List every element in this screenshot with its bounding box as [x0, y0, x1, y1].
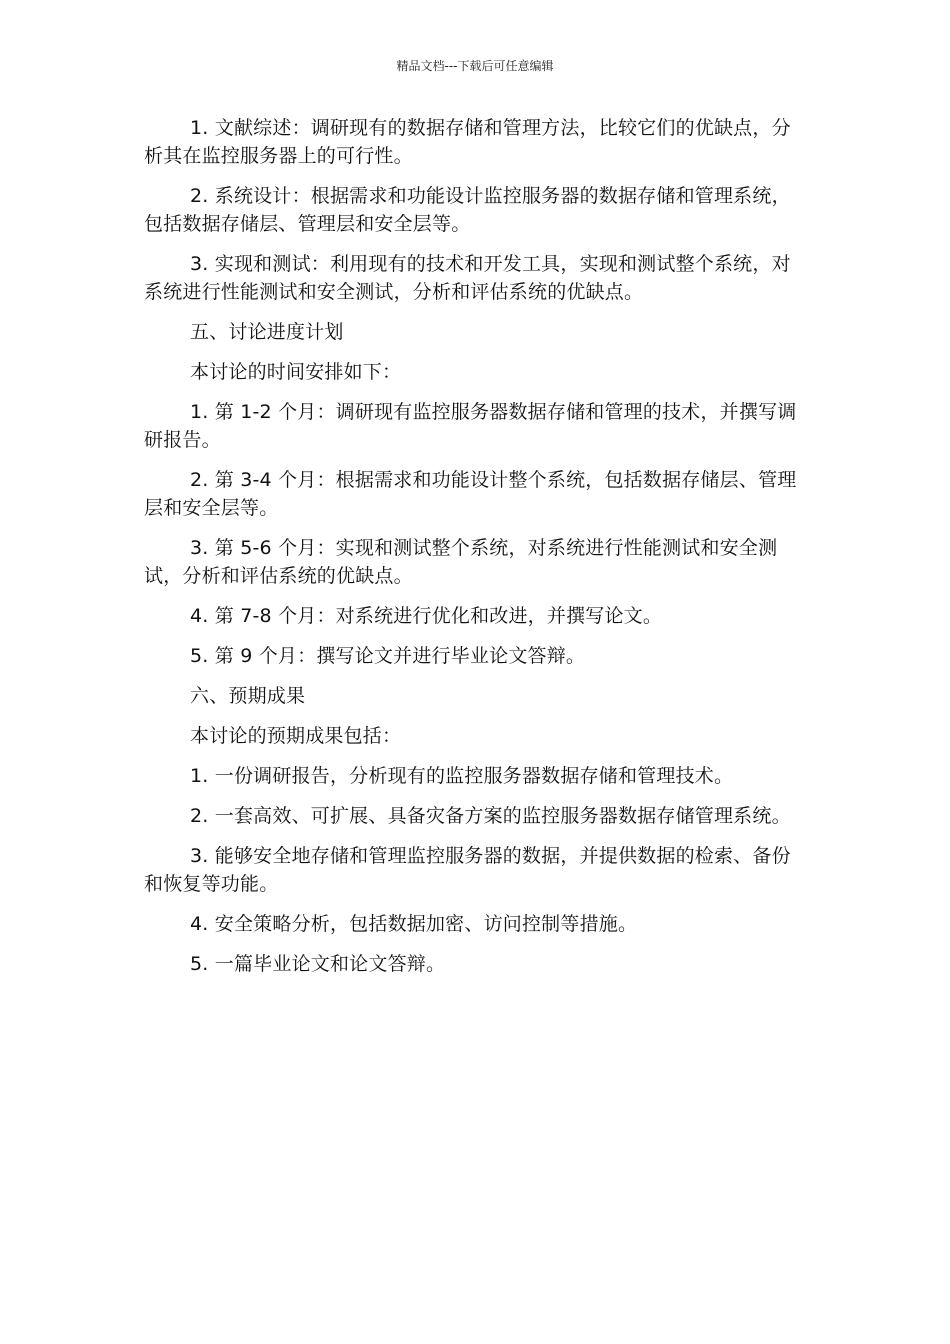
- paragraph-schedule-item-2: 2. 第 3-4 个月：根据需求和功能设计整个系统，包括数据存储层、管理层和安全层等。: [144, 469, 797, 519]
- paragraph-result-item-3: 3. 能够安全地存储和管理监控服务器的数据，并提供数据的检索、备份和恢复等功能。: [144, 845, 791, 895]
- paragraph-result-item-1: 1. 一份调研报告，分析现有的监控服务器数据存储和管理技术。: [190, 765, 734, 787]
- paragraph-result-item-2: 2. 一套高效、可扩展、具备灾备方案的监控服务器数据存储管理系统。: [190, 805, 791, 827]
- paragraph-schedule-intro: 本讨论的时间安排如下：: [190, 361, 402, 383]
- section-heading-expected-results: 六、预期成果: [190, 685, 306, 707]
- paragraph-method-system-design: 2. 系统设计：根据需求和功能设计监控服务器的数据存储和管理系统，包括数据存储层、管理层和安全层等。: [144, 185, 791, 235]
- paragraph-schedule-item-3: 3. 第 5-6 个月：实现和测试整个系统，对系统进行性能测试和安全测试，分析和评估系统的优缺点。: [144, 537, 778, 587]
- paragraph-schedule-item-1: 1. 第 1-2 个月：调研现有监控服务器数据存储和管理的技术，并撰写调研报告。: [144, 401, 797, 451]
- paragraph-schedule-item-4: 4. 第 7-8 个月：对系统进行优化和改进，并撰写论文。: [190, 605, 663, 627]
- section-heading-schedule: 五、讨论进度计划: [190, 321, 344, 343]
- paragraph-results-intro: 本讨论的预期成果包括：: [190, 725, 402, 747]
- paragraph-schedule-item-5: 5. 第 9 个月：撰写论文并进行毕业论文答辩。: [190, 645, 586, 667]
- paragraph-result-item-5: 5. 一篇毕业论文和论文答辩。: [190, 953, 446, 975]
- document-body: [144, 114, 806, 990]
- paragraph-method-literature-review: 1. 文献综述：调研现有的数据存储和管理方法，比较它们的优缺点，分析其在监控服务器上的可行性。: [144, 117, 791, 167]
- paragraph-method-implementation-testing: 3. 实现和测试：利用现有的技术和开发工具，实现和测试整个系统，对系统进行性能测试和安全测试，分析和评估系统的优缺点。: [144, 253, 791, 303]
- paragraph-result-item-4: 4. 安全策略分析，包括数据加密、访问控制等措施。: [190, 913, 638, 935]
- page-header: 精品文档---下载后可任意编辑: [396, 59, 554, 73]
